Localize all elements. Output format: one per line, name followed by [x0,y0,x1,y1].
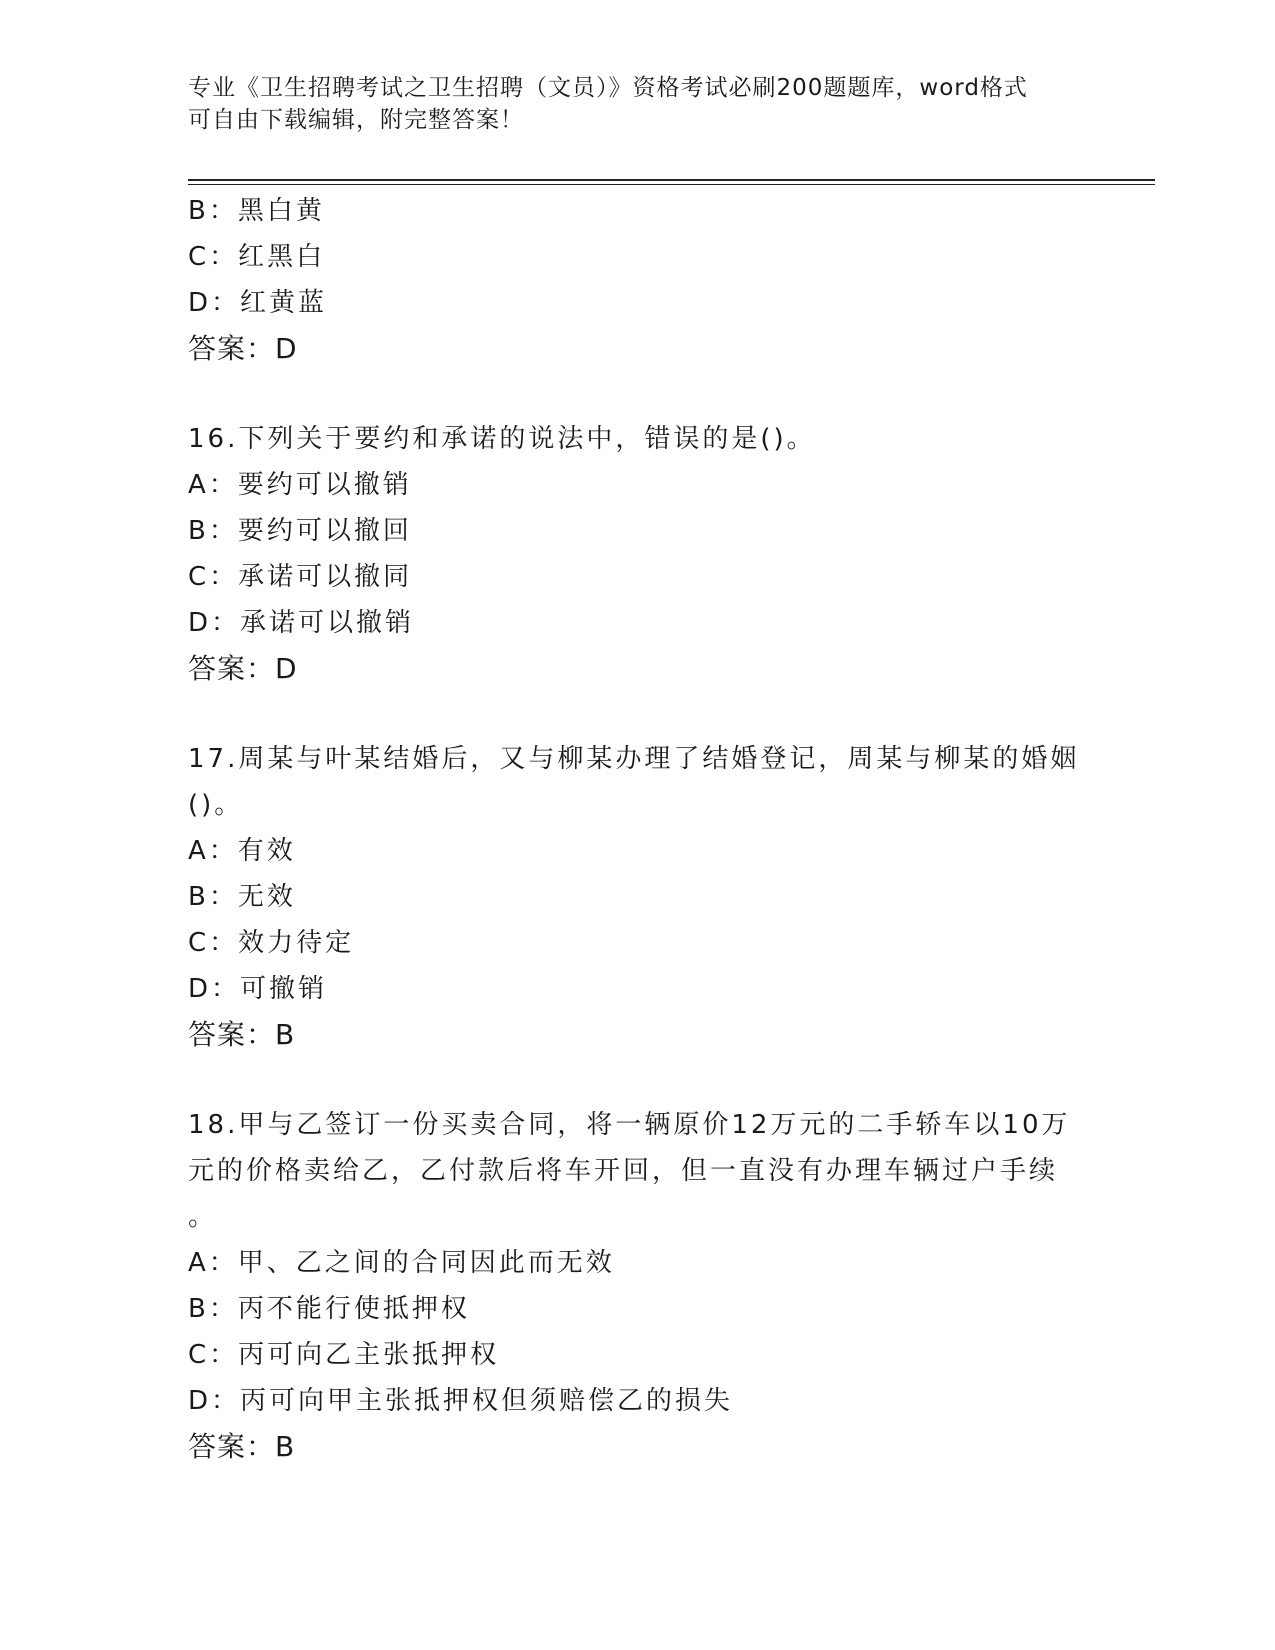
question-text: 16.下列关于要约和承诺的说法中，错误的是()。 [188,424,816,454]
answer-value: B [275,1430,296,1463]
answer-value: D [275,332,298,365]
option-c: C：红黑白 [188,242,326,272]
answer-value: B [275,1018,296,1051]
question-text-line-3: 。 [188,1202,218,1232]
document-header [188,72,1068,136]
option-d: D：丙可向甲主张抵押权但须赔偿乙的损失 [188,1386,734,1416]
answer-label: 答案： [188,652,276,685]
option-d: D：红黄蓝 [188,288,328,318]
answer-label: 答案： [188,1018,276,1051]
spacer [188,692,1088,736]
answer-line [188,326,1088,372]
question-list [188,188,1088,1470]
option-c: C：丙可向乙主张抵押权 [188,1340,500,1370]
question-15 [188,188,1088,372]
option-c: C：效力待定 [188,928,355,958]
answer-line [188,646,1088,692]
option-d: D：承诺可以撤销 [188,608,415,638]
answer-label: 答案： [188,332,276,365]
option-a: A：甲、乙之间的合同因此而无效 [188,1248,615,1278]
answer-label: 答案： [188,1430,276,1463]
option-a: A：要约可以撤销 [188,470,412,500]
option-b: B：要约可以撤回 [188,516,412,546]
question-text-line-1: 18.甲与乙签订一份买卖合同，将一辆原价12万元的二手轿车以10万 [188,1110,1071,1140]
option-b: B：丙不能行使抵押权 [188,1294,470,1324]
header-line-2: 可自由下载编辑，附完整答案！ [188,107,524,133]
header-divider-thin [188,184,1155,185]
question-17 [188,736,1088,1058]
option-d: D：可撤销 [188,974,328,1004]
question-text-line-2: 元的价格卖给乙，乙付款后将车开回，但一直没有办理车辆过户手续 [188,1156,1059,1186]
header-divider-thick [188,179,1155,181]
option-b: B：黑白黄 [188,196,325,226]
question-16 [188,416,1088,692]
option-c: C：承诺可以撤同 [188,562,413,592]
question-text-line-1: 17.周某与叶某结婚后，又与柳某办理了结婚登记，周某与柳某的婚姻 [188,744,1080,774]
answer-line [188,1012,1088,1058]
option-b: B：无效 [188,882,296,912]
answer-value: D [275,652,298,685]
question-text-line-2: ()。 [188,790,244,820]
header-line-1: 专业《卫生招聘考试之卫生招聘（文员）》资格考试必刷200题题库，word格式 [188,75,1028,101]
spacer [188,372,1088,416]
spacer [188,1058,1088,1102]
answer-line [188,1424,1088,1470]
question-18 [188,1102,1088,1470]
option-a: A：有效 [188,836,296,866]
